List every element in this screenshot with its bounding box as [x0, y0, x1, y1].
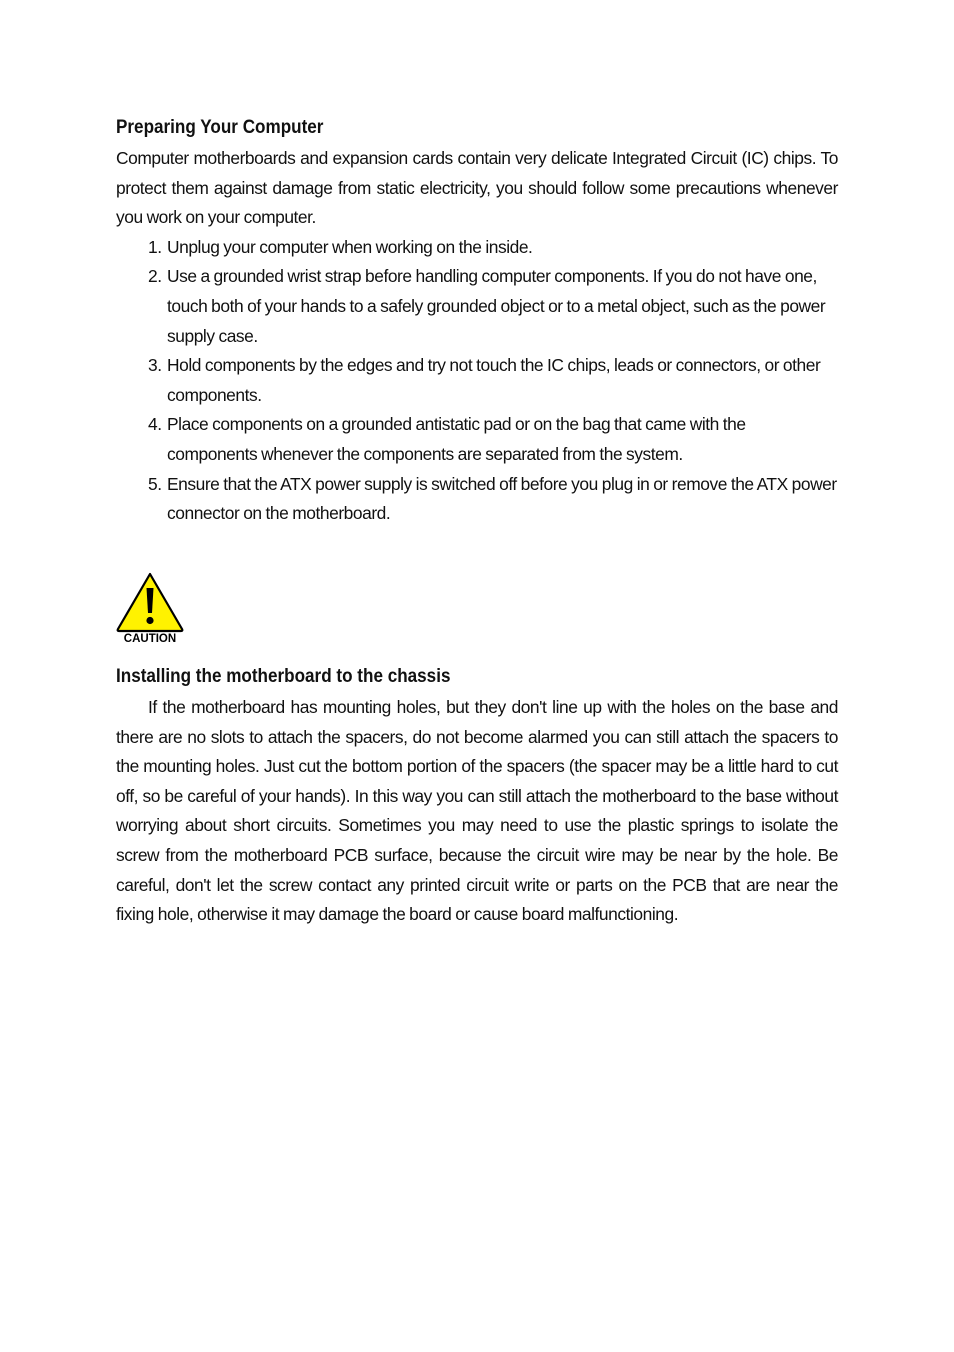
caution-warning-icon: [116, 572, 184, 646]
list-item: [116, 262, 838, 351]
preparing-section: [116, 114, 838, 529]
list-item-number: 4.: [148, 414, 162, 435]
list-item: [116, 470, 838, 529]
list-item-number: 2.: [148, 266, 162, 287]
list-item-number: 5.: [148, 473, 162, 494]
list-item: [116, 410, 838, 469]
list-item-number: 1.: [148, 236, 162, 257]
preparing-intro-paragraph: Computer motherboards and expansion cards contain very delicate Integrated Circuit (IC) chips. To protect them against damage from static electricity, you should follow some precautions whenever you work on your computer.: [116, 148, 838, 228]
list-item: [116, 351, 838, 410]
list-item-text: Hold components by the edges and try not touch the IC chips, leads or connectors, or other components.: [167, 355, 821, 405]
installing-paragraph: If the motherboard has mounting holes, but they don't line up with the holes on the base and there are no slots to attach the spacers, do not become alarmed you can still attach the spacers to the mounting holes. Just cut the bottom portion of the spacers (the spacer may be a little hard to cut off, so be careful of your hands). In this way you can still attach the motherboard to the base without worrying about short circuits. Sometimes you may need to use the plastic springs to isolate the screw from the motherboard PCB surface, because the circuit wire may be near by the hole. Be careful, don't let the screw contact any printed circuit write or parts on the PCB that are near the fixing hole, otherwise it may damage the board or cause board malfunctioning.: [116, 697, 838, 925]
list-item-text: Place components on a grounded antistatic pad or on the bag that came with the components whenever the components are separated from the system.: [167, 414, 746, 464]
section-heading-preparing: Preparing Your Computer: [116, 117, 324, 138]
list-item-text: Ensure that the ATX power supply is switched off before you plug in or remove the ATX power connector on the motherboard.: [167, 473, 837, 524]
caution-label: CAUTION: [123, 633, 177, 645]
section-heading-installing: Installing the motherboard to the chassis: [116, 666, 451, 687]
precautions-list: [116, 233, 838, 529]
list-item: [116, 233, 838, 263]
list-item-number: 3.: [148, 355, 162, 376]
list-item-text: Unplug your computer when working on the inside.: [167, 236, 533, 257]
list-item-text: Use a grounded wrist strap before handling computer components. If you do not have one, touch both of your hands to a safely grounded object or to a metal object, such as the power supply case.: [167, 266, 826, 346]
installing-section: [116, 663, 838, 930]
